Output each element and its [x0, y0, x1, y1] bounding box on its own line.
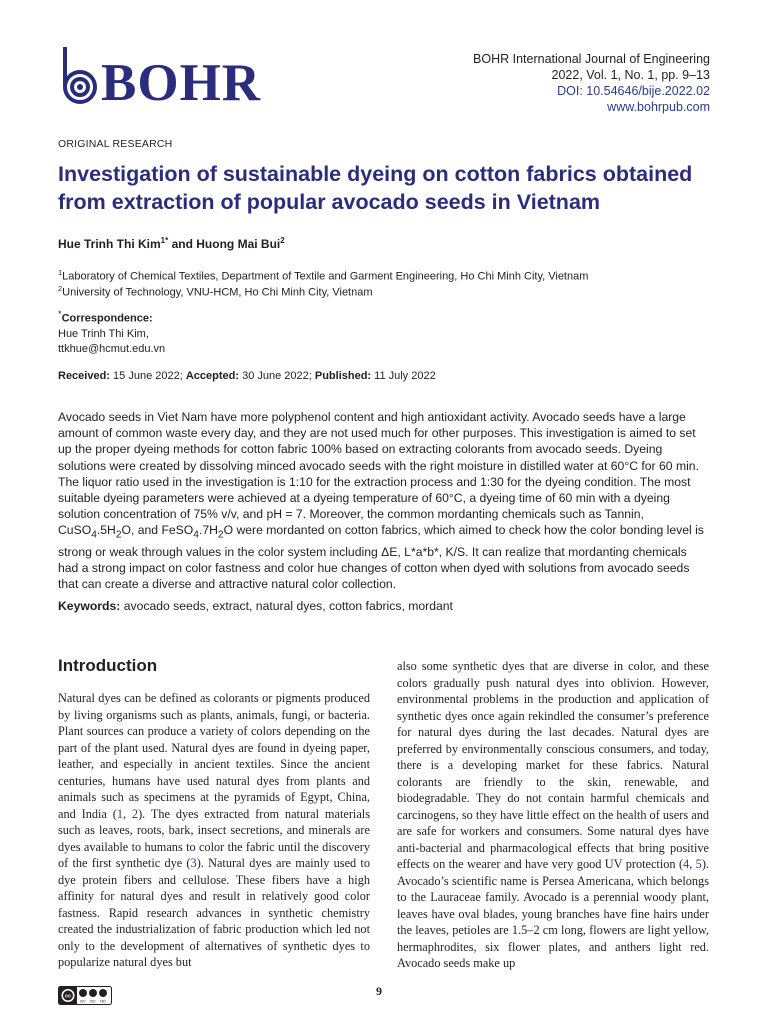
correspondence-name: Hue Trinh Thi Kim,	[58, 327, 149, 340]
published-label: Published:	[314, 370, 372, 382]
license-label: NC	[90, 998, 96, 1004]
correspondence	[58, 307, 165, 357]
cc-by-nc-nd-icon[interactable]	[58, 986, 112, 1005]
accepted-date: 30 June 2022;	[239, 370, 315, 382]
citation-link[interactable]: 3	[190, 856, 197, 870]
page-number: 9	[376, 984, 382, 998]
section-heading-introduction: Introduction	[58, 656, 158, 675]
correspondence-label: Correspondence:	[61, 312, 153, 325]
license-badge-icon	[58, 986, 112, 1005]
license-label: ND	[100, 998, 106, 1004]
author-list	[58, 236, 285, 251]
journal-citation: 2022, Vol. 1, No. 1, pp. 9–13	[551, 68, 710, 82]
abstract-text: .5H	[96, 523, 116, 538]
keywords	[58, 599, 453, 613]
author-conjunction: and	[168, 237, 197, 251]
body-text: ). Natural dyes are mainly used to dye protein fibers and cellulose. These fibers have a high affinity for natural dyes and result in relatively good color fastness. Rapid research advances in synthetic chemistry created the industrialization of fabric production which led not only to the development of alternatives of synthetic dyes to popularize natural dyes but	[58, 856, 370, 969]
citation-link[interactable]: 2	[131, 806, 139, 821]
body-text: ,	[689, 857, 696, 871]
license-label: BY	[80, 998, 86, 1004]
published-date: 11 July 2022	[371, 370, 436, 382]
bohr-logo	[57, 45, 279, 115]
body-column-right	[397, 658, 709, 972]
affiliation-mark: 1	[58, 268, 63, 277]
abstract-text: O, and FeSO	[121, 523, 194, 538]
received-date: 15 June 2022;	[109, 370, 186, 382]
body-text: also some synthetic dyes that are diverse in color, and these colors gradually push natural dyes into oblivion. However, environmental problems in the production and application of synthetic dyes once again rekindled the consumer’s preference for natural dyes during the last decades. Natural dyes are preferred by environmentally conscious consumers, and today, there is a developing market for these fabrics. Natural colorants are friendly to the skin, renewable, and biodegradable. They do not contain harmful chemicals and carcinogens, so they have little effect on the health of users and are safe for workers and consumers. Some natural dyes have anti-bacterial and pharmacological effects that bring positive effects on the wearer and have very good UV protection (	[397, 659, 709, 871]
body-text: ). Avocado’s scientific name is Persea Americana, which belongs to the Lauraceae family. Avocado is a perennial woody plant, leaves have oval blades, young branches have fine hairs under the leaves, petioles are 1.5–2 cm long, flowers are light yellow, hermaphrodites, six flower plates, and anthers light red. Avocado seeds make up	[397, 857, 709, 970]
correspondence-mark: *	[58, 309, 62, 319]
correspondence-email[interactable]: ttkhue@hcmut.edu.vn	[58, 342, 166, 355]
body-text: ). The dyes extracted from natural materials such as leaves, roots, bark, insect secretions, and minerals are dyes available to humans to color the fabric until the discovery of the first synthetic dye (	[58, 806, 370, 870]
citation-link[interactable]: 4	[683, 857, 690, 871]
abstract	[58, 409, 710, 593]
citation-link[interactable]: 5	[695, 857, 702, 871]
abstract-subscript: 4	[193, 529, 199, 541]
citation-link[interactable]: 1	[116, 806, 123, 821]
author-name: Hue Trinh Thi Kim	[58, 237, 161, 251]
doi-link[interactable]: DOI: 10.54646/bije.2022.02	[557, 84, 710, 98]
article-title: Investigation of sustainable dyeing on cotton fabrics obtained from extraction of popular avocado seeds in Vietnam	[58, 162, 693, 214]
abstract-subscript: 2	[217, 529, 224, 541]
affiliation-mark: 2	[58, 284, 63, 293]
logo-wordmark: BOHR	[101, 54, 262, 112]
body-text: ,	[122, 806, 132, 821]
publication-dates	[58, 370, 436, 382]
author-affiliation-mark: 1*	[160, 236, 169, 245]
journal-name: BOHR International Journal of Engineering	[473, 52, 710, 66]
body-column-left	[58, 690, 370, 971]
affiliation-text: University of Technology, VNU-HCM, Ho Chi Minh City, Vietnam	[62, 286, 373, 299]
keywords-text: avocado seeds, extract, natural dyes, cotton fabrics, mordant	[120, 599, 453, 613]
affiliation-text: Laboratory of Chemical Textiles, Department of Textile and Garment Engineering, Ho Chi Minh City, Vietnam	[62, 270, 589, 283]
abstract-text: O were mordanted on cotton fabrics, which aimed to check how the color bonding level is strong or weak through values in the color system including ΔE, L*a*b*, K/S. It can realize that mordanting chemicals had a strong impact on color fastness and color hue changes of cotton when dyed with solutions from avocado seeds that can create a diverse and attractive natural color collection.	[58, 523, 704, 592]
website-link[interactable]: www.bohrpub.com	[607, 100, 710, 114]
keywords-label: Keywords:	[58, 599, 121, 613]
article-type: ORIGINAL RESEARCH	[58, 138, 173, 150]
author-name: Huong Mai Bui	[196, 237, 281, 251]
abstract-text: Avocado seeds in Viet Nam have more polyphenol content and high antioxidant activity. Avocado seeds have a large amount of common waste every day, and they are not used much for other purposes. This investigation is aimed to set up the proper dyeing methods for cotton fabric 100% based on extracting colorants from avocado seeds. Dyeing solutions were created by dissolving minced avocado seeds with the right moisture in distilled water at 60°C for 60 min. The liquor ratio used in the investigation is 1:10 for the extraction process and 1:30 for the dyeing condition. The most suitable dyeing parameters were achieved at a dyeing temperature of 60°C, a dyeing time of 60 min with a dyeing solution concentration of 75% v/v, and pH = 7. Moreover, the common mordanting chemicals such as Tannin, CuSO	[58, 410, 699, 538]
abstract-subscript: 4	[91, 529, 97, 541]
svg-text:cc: cc	[64, 993, 72, 1000]
abstract-text: .7H	[198, 523, 218, 538]
body-text: Natural dyes can be defined as colorants or pigments produced by living organisms such as plants, animals, fungi, or bacteria. Plant sources can produce a variety of colors depending on the part of the plant used. Natural dyes are found in dyeing paper, leather, and especially in ancient textiles. Since the ancient centuries, humans have used natural dyes from plants and animals such as specimens at the pyramids of Egypt, China, and India (	[58, 691, 370, 821]
accepted-label: Accepted:	[185, 370, 240, 382]
journal-info	[473, 51, 710, 115]
received-label: Received:	[58, 370, 110, 382]
author-affiliation-mark: 2	[280, 236, 285, 245]
abstract-subscript: 2	[115, 529, 122, 541]
affiliation	[58, 281, 373, 301]
